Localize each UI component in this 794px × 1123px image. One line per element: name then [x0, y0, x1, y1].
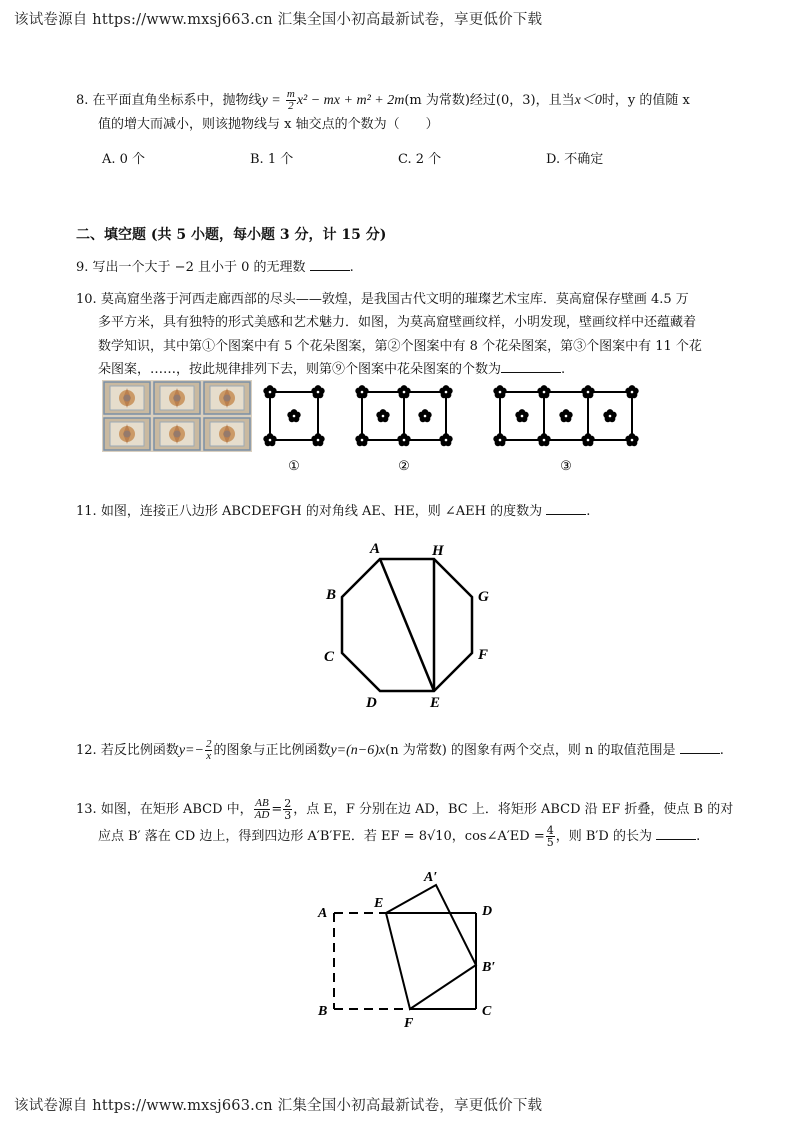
question-text: 如图，在矩形 ABCD 中，: [100, 802, 253, 817]
question-text: 在平面直角坐标系中，抛物线: [92, 93, 262, 108]
condition: x＜0: [574, 93, 602, 108]
label-d: D: [482, 904, 493, 919]
question-number: 12.: [76, 743, 97, 758]
flower-pattern-figures: [258, 378, 668, 478]
fraction: $\frac{2}{x}$: [205, 738, 212, 762]
vertex-label-a: A: [370, 541, 381, 557]
question-text-line1: 莫高窟坐落于河西走廊西部的尽头——敦煌，是我国古代文明的璀璨艺术宝库．莫高窟保存壁画 4.5 万: [100, 292, 689, 307]
period: .: [561, 362, 566, 378]
period: .: [696, 829, 701, 845]
page-header: 该试卷源自 https://www.mxsj663.cn 汇集全国小初高最新试卷，享更低价下载: [14, 12, 543, 28]
answer-blank: [546, 502, 586, 515]
vertex-label-d: D: [366, 695, 377, 711]
vertex-label-f: F: [478, 647, 489, 663]
rectangle-fold-figure: [310, 865, 510, 1030]
linear-function: y=(n−6)x: [330, 743, 386, 758]
label-c: C: [482, 1004, 492, 1019]
figure-label-1: ①: [288, 458, 300, 473]
figure-label-2: ②: [398, 458, 410, 473]
question-text: 应点 B′ 落在 CD 边上，得到四边形 A′B′FE．若 EF = 8√10，cos∠A′ED =: [98, 829, 545, 845]
option-a: A. 0 个: [102, 152, 146, 167]
question-12: [76, 738, 724, 763]
equation-rhs: x² − mx + m² + 2m: [296, 93, 405, 108]
fraction-ab-ad: $\frac{AB}{AD}$: [254, 797, 270, 821]
label-a-prime: A′: [424, 870, 438, 885]
question-text: ，则 B′D 的长为: [555, 829, 652, 845]
vertex-label-e: E: [430, 695, 441, 711]
equals: =: [271, 802, 283, 817]
question-number: 10.: [76, 292, 97, 307]
question-number: 11.: [76, 504, 97, 519]
equation-lhs: y=−: [178, 743, 204, 758]
question-number: 9.: [76, 260, 89, 275]
question-text-line4: 朵图案，……，按此规律排列下去，则第⑨个图案中花朵图案的个数为: [98, 362, 502, 378]
answer-blank: [310, 258, 350, 271]
question-13: [76, 796, 746, 851]
question-text: 的图象与正比例函数: [213, 743, 331, 758]
section-title: 二、填空题 (共 5 小题，每小题 3 分，计 15 分): [76, 227, 387, 243]
pattern-figure-2: [355, 385, 452, 446]
octagon-figure: [318, 535, 508, 715]
question-text: 若反比例函数: [100, 743, 179, 758]
pattern-figure-3: [493, 385, 638, 446]
equation-lhs: y =: [261, 93, 281, 108]
option-d: D. 不确定: [546, 152, 604, 167]
pattern-figure-1: [263, 385, 324, 446]
period: .: [719, 743, 724, 758]
question-9: [76, 256, 354, 279]
question-text: 如图，连接正八边形 ABCDEFGH 的对角线 AE、HE，则 ∠AEH 的度数为: [100, 504, 543, 519]
answer-blank: [680, 741, 720, 754]
label-b: B: [318, 1004, 328, 1019]
question-text-line2: 值的增大而减小，则该抛物线与 x 轴交点的个数为（ ）: [98, 117, 439, 133]
page-footer: 该试卷源自 https://www.mxsj663.cn 汇集全国小初高最新试卷，享更低价下载: [14, 1098, 543, 1114]
figure-label-3: ③: [560, 458, 572, 473]
answer-blank: [656, 827, 696, 840]
label-e: E: [374, 896, 384, 911]
fraction: $\frac{m}{2}$: [286, 88, 295, 112]
option-c: C. 2 个: [398, 152, 442, 167]
question-text: ，点 E，F 分别在边 AD，BC 上．将矩形 ABCD 沿 EF 折叠，使点 B 的对: [293, 802, 734, 817]
question-text-line2: 多平方米，具有独特的形式美感和艺术魅力．如图，为莫高窟壁画纹样，小明发现，壁画纹样中还蕴藏着: [98, 315, 697, 331]
question-10: [76, 288, 736, 382]
question-11: [76, 500, 590, 523]
vertex-label-c: C: [324, 649, 335, 665]
option-b: B. 1 个: [250, 152, 294, 167]
period: .: [586, 504, 591, 519]
question-8: [76, 88, 736, 137]
fraction-2-3: $\frac{2}{3}$: [284, 797, 292, 822]
answer-blank: [501, 360, 561, 373]
question-number: 8.: [76, 93, 89, 108]
question-text: (m 为常数)经过(0，3)，且当: [404, 93, 575, 108]
question-number: 13.: [76, 802, 97, 817]
vertex-label-g: G: [478, 589, 489, 605]
question-text: (n 为常数) 的图象有两个交点，则 n 的取值范围是: [385, 743, 676, 758]
question-text: 时，y 的值随 x: [601, 93, 690, 108]
vertex-label-b: B: [326, 587, 337, 603]
label-a: A: [318, 906, 328, 921]
label-b-prime: B′: [482, 960, 496, 975]
question-text-line3: 数学知识，其中第①个图案中有 5 个花朵图案，第②个图案中有 8 个花朵图案，第③个图案中有 11 个花: [98, 338, 702, 354]
vertex-label-h: H: [432, 543, 444, 559]
question-text: 写出一个大于 −2 且小于 0 的无理数: [92, 260, 306, 275]
label-f: F: [404, 1016, 414, 1030]
period: .: [349, 260, 354, 275]
fraction-4-5: $\frac{4}{5}$: [546, 824, 554, 850]
mural-pattern-image: [102, 380, 252, 452]
